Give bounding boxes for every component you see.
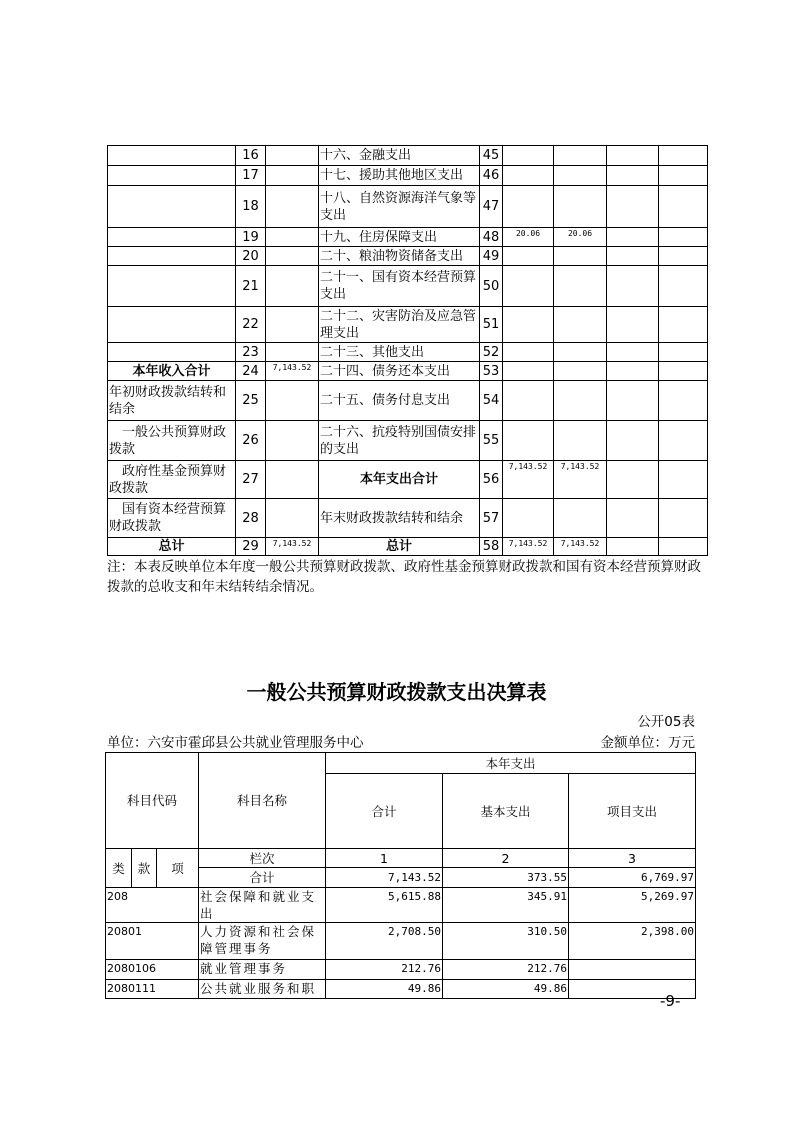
cell-v1 <box>266 166 319 186</box>
table-row <box>108 343 708 362</box>
cell-a: 7,143.52 <box>503 538 554 556</box>
cell-basic: 212.76 <box>443 960 569 980</box>
cell-a <box>503 499 554 538</box>
cell-a <box>503 307 554 343</box>
cell-v1 <box>266 343 319 362</box>
cell-n2: 56 <box>480 461 503 499</box>
cell-v1 <box>266 228 319 247</box>
cell-c <box>607 461 659 499</box>
cell-b <box>554 146 607 166</box>
cell-left <box>108 186 236 228</box>
cell-n1: 21 <box>236 266 266 307</box>
table-row <box>106 960 696 980</box>
cell-c <box>607 307 659 343</box>
cell-b <box>554 362 607 381</box>
cell-item: 二十四、债务还本支出 <box>319 362 480 381</box>
fiscal-appropriation-summary-table <box>107 145 708 556</box>
cell-c <box>607 538 659 556</box>
cell-n2: 48 <box>480 228 503 247</box>
cell-project: 2,398.00 <box>569 923 696 960</box>
cell-code: 208 <box>106 888 199 923</box>
cell-d <box>659 307 708 343</box>
cell-n2: 54 <box>480 381 503 421</box>
table-row <box>106 980 696 999</box>
cell-left <box>108 307 236 343</box>
cell-name: 公共就业服务和职 <box>199 980 326 999</box>
unit-name: 单位：六安市霍邱县公共就业管理服务中心 <box>107 735 364 751</box>
cell-d <box>659 421 708 461</box>
cell-b <box>554 186 607 228</box>
cell-basic: 49.86 <box>443 980 569 999</box>
cell-left <box>108 266 236 307</box>
cell-n1: 20 <box>236 247 266 266</box>
cell-total: 49.86 <box>326 980 443 999</box>
cell-item: 二十五、债务付息支出 <box>319 381 480 421</box>
cell-n2: 52 <box>480 343 503 362</box>
cell-code: 2080111 <box>106 980 199 999</box>
cell-a <box>503 362 554 381</box>
cell-basic: 310.50 <box>443 923 569 960</box>
table-code: 公开05表 <box>637 714 695 730</box>
cell-item: 二十二、灾害防治及应急管理支出 <box>319 307 480 343</box>
cell-left: 一般公共预算财政拨款 <box>108 421 236 461</box>
cell-v1: 7,143.52 <box>266 538 319 556</box>
total-project: 6,769.97 <box>569 868 696 888</box>
cell-n2: 55 <box>480 421 503 461</box>
cell-item: 十七、援助其他地区支出 <box>319 166 480 186</box>
cell-a <box>503 166 554 186</box>
cell-v1: 7,143.52 <box>266 362 319 381</box>
table-row <box>106 923 696 960</box>
table-row <box>108 166 708 186</box>
cell-v1 <box>266 381 319 421</box>
cell-b <box>554 266 607 307</box>
cell-d <box>659 166 708 186</box>
cell-d <box>659 538 708 556</box>
cell-v1 <box>266 307 319 343</box>
header-lei: 类 <box>106 849 132 888</box>
cell-c <box>607 343 659 362</box>
table-row <box>108 266 708 307</box>
page-title: 一般公共预算财政拨款支出决算表 <box>246 680 547 704</box>
table-row <box>108 461 708 499</box>
cell-n2: 57 <box>480 499 503 538</box>
table-row <box>108 538 708 556</box>
cell-c <box>607 266 659 307</box>
cell-n1: 27 <box>236 461 266 499</box>
table-row <box>108 146 708 166</box>
cell-v1 <box>266 499 319 538</box>
cell-a <box>503 343 554 362</box>
cell-n1: 16 <box>236 146 266 166</box>
header-subject-code: 科目代码 <box>106 753 199 849</box>
cell-b <box>554 421 607 461</box>
header-xiang: 项 <box>157 849 199 888</box>
cell-total: 212.76 <box>326 960 443 980</box>
cell-project: 5,269.97 <box>569 888 696 923</box>
table-row <box>108 421 708 461</box>
cell-b: 7,143.52 <box>554 538 607 556</box>
cell-name: 人力资源和社会保障管理事务 <box>199 923 326 960</box>
cell-n1: 22 <box>236 307 266 343</box>
table-row <box>108 228 708 247</box>
cell-c <box>607 166 659 186</box>
cell-item: 十六、金融支出 <box>319 146 480 166</box>
cell-left <box>108 247 236 266</box>
cell-left <box>108 343 236 362</box>
cell-v1 <box>266 186 319 228</box>
table-row <box>108 499 708 538</box>
cell-left: 国有资本经营预算财政拨款 <box>108 499 236 538</box>
table-row <box>106 888 696 923</box>
cell-n2: 46 <box>480 166 503 186</box>
cell-d <box>659 499 708 538</box>
cell-v1 <box>266 146 319 166</box>
cell-n2: 45 <box>480 146 503 166</box>
cell-a <box>503 186 554 228</box>
cell-n2: 47 <box>480 186 503 228</box>
cell-b: 20.06 <box>554 228 607 247</box>
cell-a <box>503 381 554 421</box>
cell-project <box>569 960 696 980</box>
cell-left: 总计 <box>108 538 236 556</box>
total-basic: 373.55 <box>443 868 569 888</box>
cell-n2: 50 <box>480 266 503 307</box>
total-sum: 7,143.52 <box>326 868 443 888</box>
cell-n1: 29 <box>236 538 266 556</box>
cell-left: 本年收入合计 <box>108 362 236 381</box>
cell-d <box>659 461 708 499</box>
cell-b <box>554 307 607 343</box>
cell-left <box>108 166 236 186</box>
cell-n1: 25 <box>236 381 266 421</box>
cell-b <box>554 381 607 421</box>
column-number: 1 <box>326 849 443 868</box>
cell-c <box>607 421 659 461</box>
cell-left <box>108 146 236 166</box>
cell-v1 <box>266 421 319 461</box>
cell-n1: 18 <box>236 186 266 228</box>
cell-total: 5,615.88 <box>326 888 443 923</box>
cell-code: 2080106 <box>106 960 199 980</box>
table-note: 注：本表反映单位本年度一般公共预算财政拨款、政府性基金预算财政拨款和国有资本经营预算财政拨款的总收支和年末结转结余情况。 <box>107 559 701 595</box>
cell-name: 社会保障和就业支出 <box>199 888 326 923</box>
cell-item: 十八、自然资源海洋气象等支出 <box>319 186 480 228</box>
cell-a: 20.06 <box>503 228 554 247</box>
cell-name: 就业管理事务 <box>199 960 326 980</box>
header-basic: 基本支出 <box>443 774 569 849</box>
table-row <box>108 307 708 343</box>
cell-n1: 28 <box>236 499 266 538</box>
cell-item: 年末财政拨款结转和结余 <box>319 499 480 538</box>
cell-n1: 24 <box>236 362 266 381</box>
cell-v1 <box>266 461 319 499</box>
cell-item: 二十三、其他支出 <box>319 343 480 362</box>
header-subject-name: 科目名称 <box>199 753 326 849</box>
column-number: 3 <box>569 849 696 868</box>
amount-unit: 金额单位：万元 <box>600 735 695 751</box>
cell-d <box>659 228 708 247</box>
cell-v1 <box>266 266 319 307</box>
cell-n2: 58 <box>480 538 503 556</box>
total-label: 合计 <box>199 868 326 888</box>
cell-c <box>607 362 659 381</box>
cell-n2: 51 <box>480 307 503 343</box>
cell-code: 20801 <box>106 923 199 960</box>
cell-b <box>554 247 607 266</box>
cell-a <box>503 247 554 266</box>
cell-b: 7,143.52 <box>554 461 607 499</box>
cell-d <box>659 343 708 362</box>
cell-item: 十九、住房保障支出 <box>319 228 480 247</box>
cell-item: 二十六、抗疫特别国债安排的支出 <box>319 421 480 461</box>
cell-item: 二十一、国有资本经营预算支出 <box>319 266 480 307</box>
table-row <box>108 247 708 266</box>
header-total: 合计 <box>326 774 443 849</box>
table-row <box>108 186 708 228</box>
table-row <box>108 362 708 381</box>
cell-n1: 23 <box>236 343 266 362</box>
header-year-expenditure: 本年支出 <box>326 753 696 774</box>
cell-c <box>607 146 659 166</box>
cell-n2: 53 <box>480 362 503 381</box>
cell-c <box>607 186 659 228</box>
cell-n1: 19 <box>236 228 266 247</box>
cell-left <box>108 228 236 247</box>
cell-item: 本年支出合计 <box>319 461 480 499</box>
cell-b <box>554 343 607 362</box>
cell-d <box>659 362 708 381</box>
cell-left: 年初财政拨款结转和结余 <box>108 381 236 421</box>
cell-a: 7,143.52 <box>503 461 554 499</box>
page-number: -9- <box>660 992 681 1010</box>
cell-c <box>607 381 659 421</box>
table-row <box>108 381 708 421</box>
cell-a <box>503 146 554 166</box>
cell-d <box>659 186 708 228</box>
cell-item: 二十、粮油物资储备支出 <box>319 247 480 266</box>
cell-n1: 17 <box>236 166 266 186</box>
header-kuan: 款 <box>132 849 157 888</box>
cell-d <box>659 146 708 166</box>
header-column-index: 栏次 <box>199 849 326 868</box>
cell-b <box>554 166 607 186</box>
cell-a <box>503 266 554 307</box>
header-project: 项目支出 <box>569 774 696 849</box>
cell-c <box>607 247 659 266</box>
cell-n2: 49 <box>480 247 503 266</box>
cell-n1: 26 <box>236 421 266 461</box>
cell-d <box>659 247 708 266</box>
cell-a <box>503 421 554 461</box>
cell-b <box>554 499 607 538</box>
cell-left: 政府性基金预算财政拨款 <box>108 461 236 499</box>
cell-d <box>659 266 708 307</box>
cell-basic: 345.91 <box>443 888 569 923</box>
cell-c <box>607 228 659 247</box>
cell-d <box>659 381 708 421</box>
cell-v1 <box>266 247 319 266</box>
cell-item: 总计 <box>319 538 480 556</box>
expenditure-table <box>105 752 696 999</box>
column-number: 2 <box>443 849 569 868</box>
cell-total: 2,708.50 <box>326 923 443 960</box>
cell-c <box>607 499 659 538</box>
